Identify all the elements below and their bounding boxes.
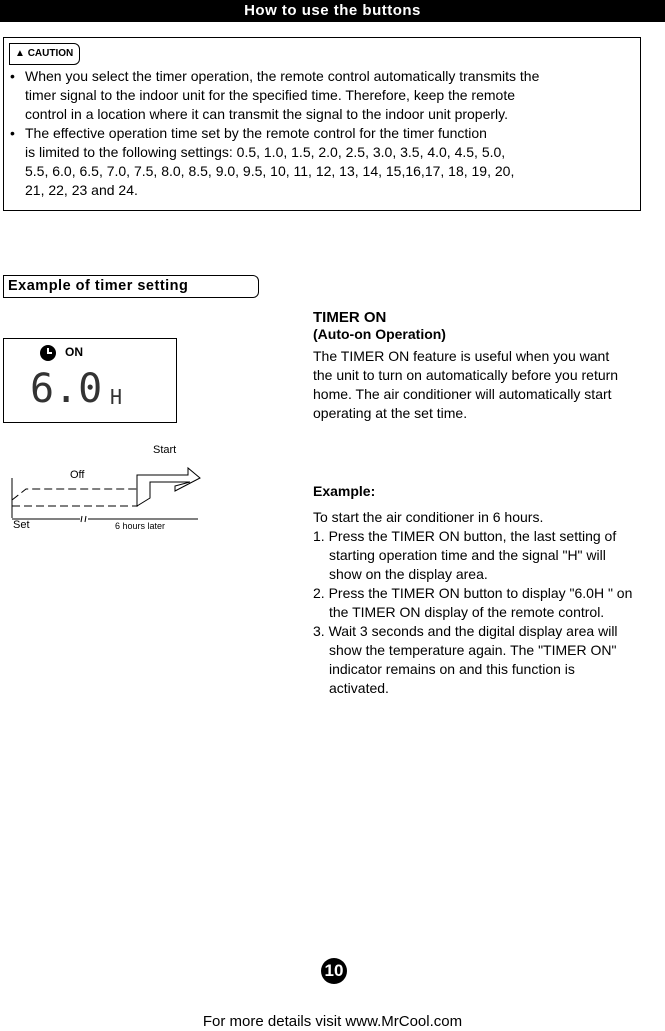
timer-on-desc [313,347,663,423]
on-indicator: ON [65,345,83,359]
text-line: timer signal to the indoor unit for the specified time. Therefore, keep the remote [25,87,515,103]
text-line: control in a location where it can transmit the signal to the indoor unit properly. [25,106,508,122]
later-label: 6 hours later [115,521,166,531]
timer-on-title: TIMER ON [313,309,387,326]
clock-icon [38,343,58,363]
text-line: operating at the set time. [313,405,468,421]
step: 3. Wait 3 seconds and the digital display area will show the temperature again. The "TIMER ON" indicator remains on and this function is activated. [313,623,618,696]
example-header: Example of timer setting [3,275,259,298]
example-steps [313,527,638,698]
caution-box [3,37,641,211]
lcd-unit: H [110,385,123,409]
text-line: the unit to turn on automatically before you return [313,367,619,383]
text-line: When you select the timer operation, the remote control automatically transmits the [25,68,540,84]
caution-bullet-2: • The effective operation time set by the remote control for the timer function is limited to the following settings: 0.5, 1.0, 1.5, 2.0, 2.5, 3.0, 3.5, 4.0, 4.5, 5.0, 5.5, 6.0, 6.5, 7.0, 7.5, 8.0, 8.5, 9.0, 9.5, 10, 11, 12, 13, 14, 15,16,17, 18, 19, 20, 21, 22, 23 and 24. [12,124,637,200]
text-line: 5.5, 6.0, 6.5, 7.0, 7.5, 8.0, 8.5, 9.0, 9.5, 10, 11, 12, 13, 14, 15,16,17, 18, 19, 20, [25,163,515,179]
lcd-display [3,338,177,423]
example-title: Example: [313,483,376,499]
text-line: is limited to the following settings: 0.5, 1.0, 1.5, 2.0, 2.5, 3.0, 3.5, 4.0, 4.5, 5.0, [25,144,506,160]
example-intro: To start the air conditioner in 6 hours. [313,509,544,525]
lcd-value: 6.0 [30,366,103,412]
step: 1. Press the TIMER ON button, the last setting of starting operation time and the signal "H" will show on the display area. [313,528,617,582]
step: 2. Press the TIMER ON button to display "6.0H " on the TIMER ON display of the remote control. [313,585,633,620]
caution-badge [9,43,80,65]
footer: For more details visit www.MrCool.com [202,1013,463,1030]
timer-on-subtitle: (Auto-on Operation) [313,326,446,342]
set-label: Set [13,519,30,531]
warning-icon: ▲ [15,48,25,59]
text-line: The TIMER ON feature is useful when you want [313,348,610,364]
start-label: Start [153,444,177,456]
off-label: Off [70,469,85,481]
text-line: home. The air conditioner will automatically start [313,386,612,402]
timer-diagram [0,438,220,538]
caution-label: CAUTION [27,48,74,59]
text-line: The effective operation time set by the remote control for the timer function [25,125,487,141]
page-number: 10 [321,958,347,984]
caution-bullet-1: • When you select the timer operation, the remote control automatically transmits the timer signal to the indoor unit for the specified time. Therefore, keep the remote control in a location where it can transmit the signal to the indoor unit properly. [12,67,637,124]
section-header: How to use the buttons [0,0,665,22]
text-line: 21, 22, 23 and 24. [25,182,138,198]
